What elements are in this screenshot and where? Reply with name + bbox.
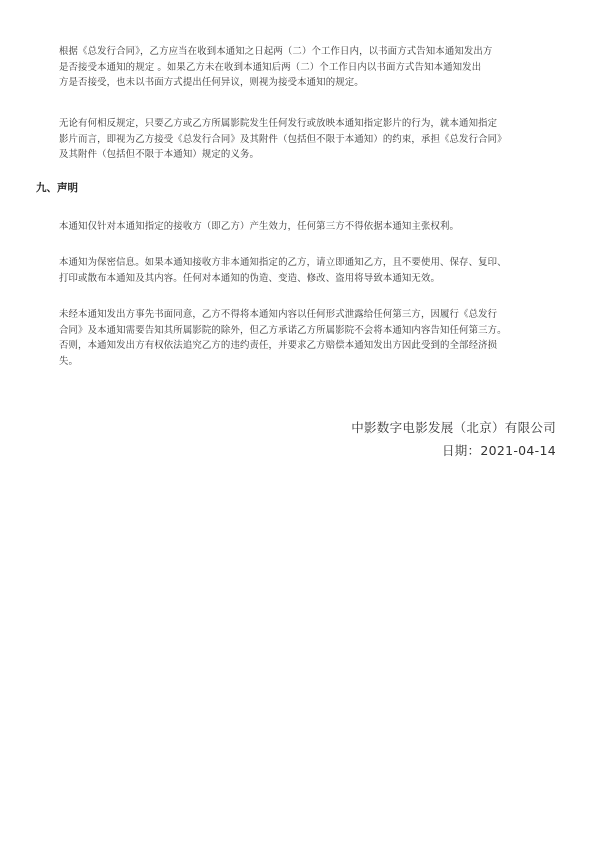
section-heading-declaration: 九、声明 <box>36 182 78 194</box>
issue-date: 日期：2021-04-14 <box>441 443 556 458</box>
implied-acceptance-paragraph: 无论有何相反规定，只要乙方或乙方所属影院发生任何发行或放映本通知指定影片的行为，就本通知指定 影片而言，即视为乙方接受《总发行合同》及其附件（包括但不限于本通知）的约束，承担《总发行合同》 及其附件（包括但不限于本通知）规定的义务。 <box>59 118 507 161</box>
non-disclosure-paragraph: 未经本通知发出方事先书面同意，乙方不得将本通知内容以任何形式泄露给任何第三方，因履行《总发行 合同》及本通知需要告知其所属影院的除外，但乙方承诺乙方所属影院不会将本通知内容告知任何第三方。 否则，本通知发出方有权依法追究乙方的违约责任，并要求乙方赔偿本通知发出方因此受到的全部经济损 失。 <box>59 309 507 367</box>
confidentiality-paragraph: 本通知为保密信息。如果本通知接收方非本通知指定的乙方，请立即通知乙方，且不要使用、保存、复印、 打印或散布本通知及其内容。任何对本通知的伪造、变造、修改、盗用将导致本通知无效。 <box>59 257 507 284</box>
effectiveness-paragraph: 本通知仅针对本通知指定的接收方（即乙方）产生效力，任何第三方不得依据本通知主张权利。 <box>59 221 460 232</box>
acceptance-paragraph: 根据《总发行合同》，乙方应当在收到本通知之日起两（二）个工作日内，以书面方式告知本通知发出方 是否接受本通知的规定 。如果乙方未在收到本通知后两（二）个工作日内以书面方式告知本通知发出 方是否接受，也未以书面方式提出任何异议，则视为接受本通知的规定。 <box>59 46 493 89</box>
issuer-company-name: 中影数字电影发展（北京）有限公司 <box>351 420 556 435</box>
